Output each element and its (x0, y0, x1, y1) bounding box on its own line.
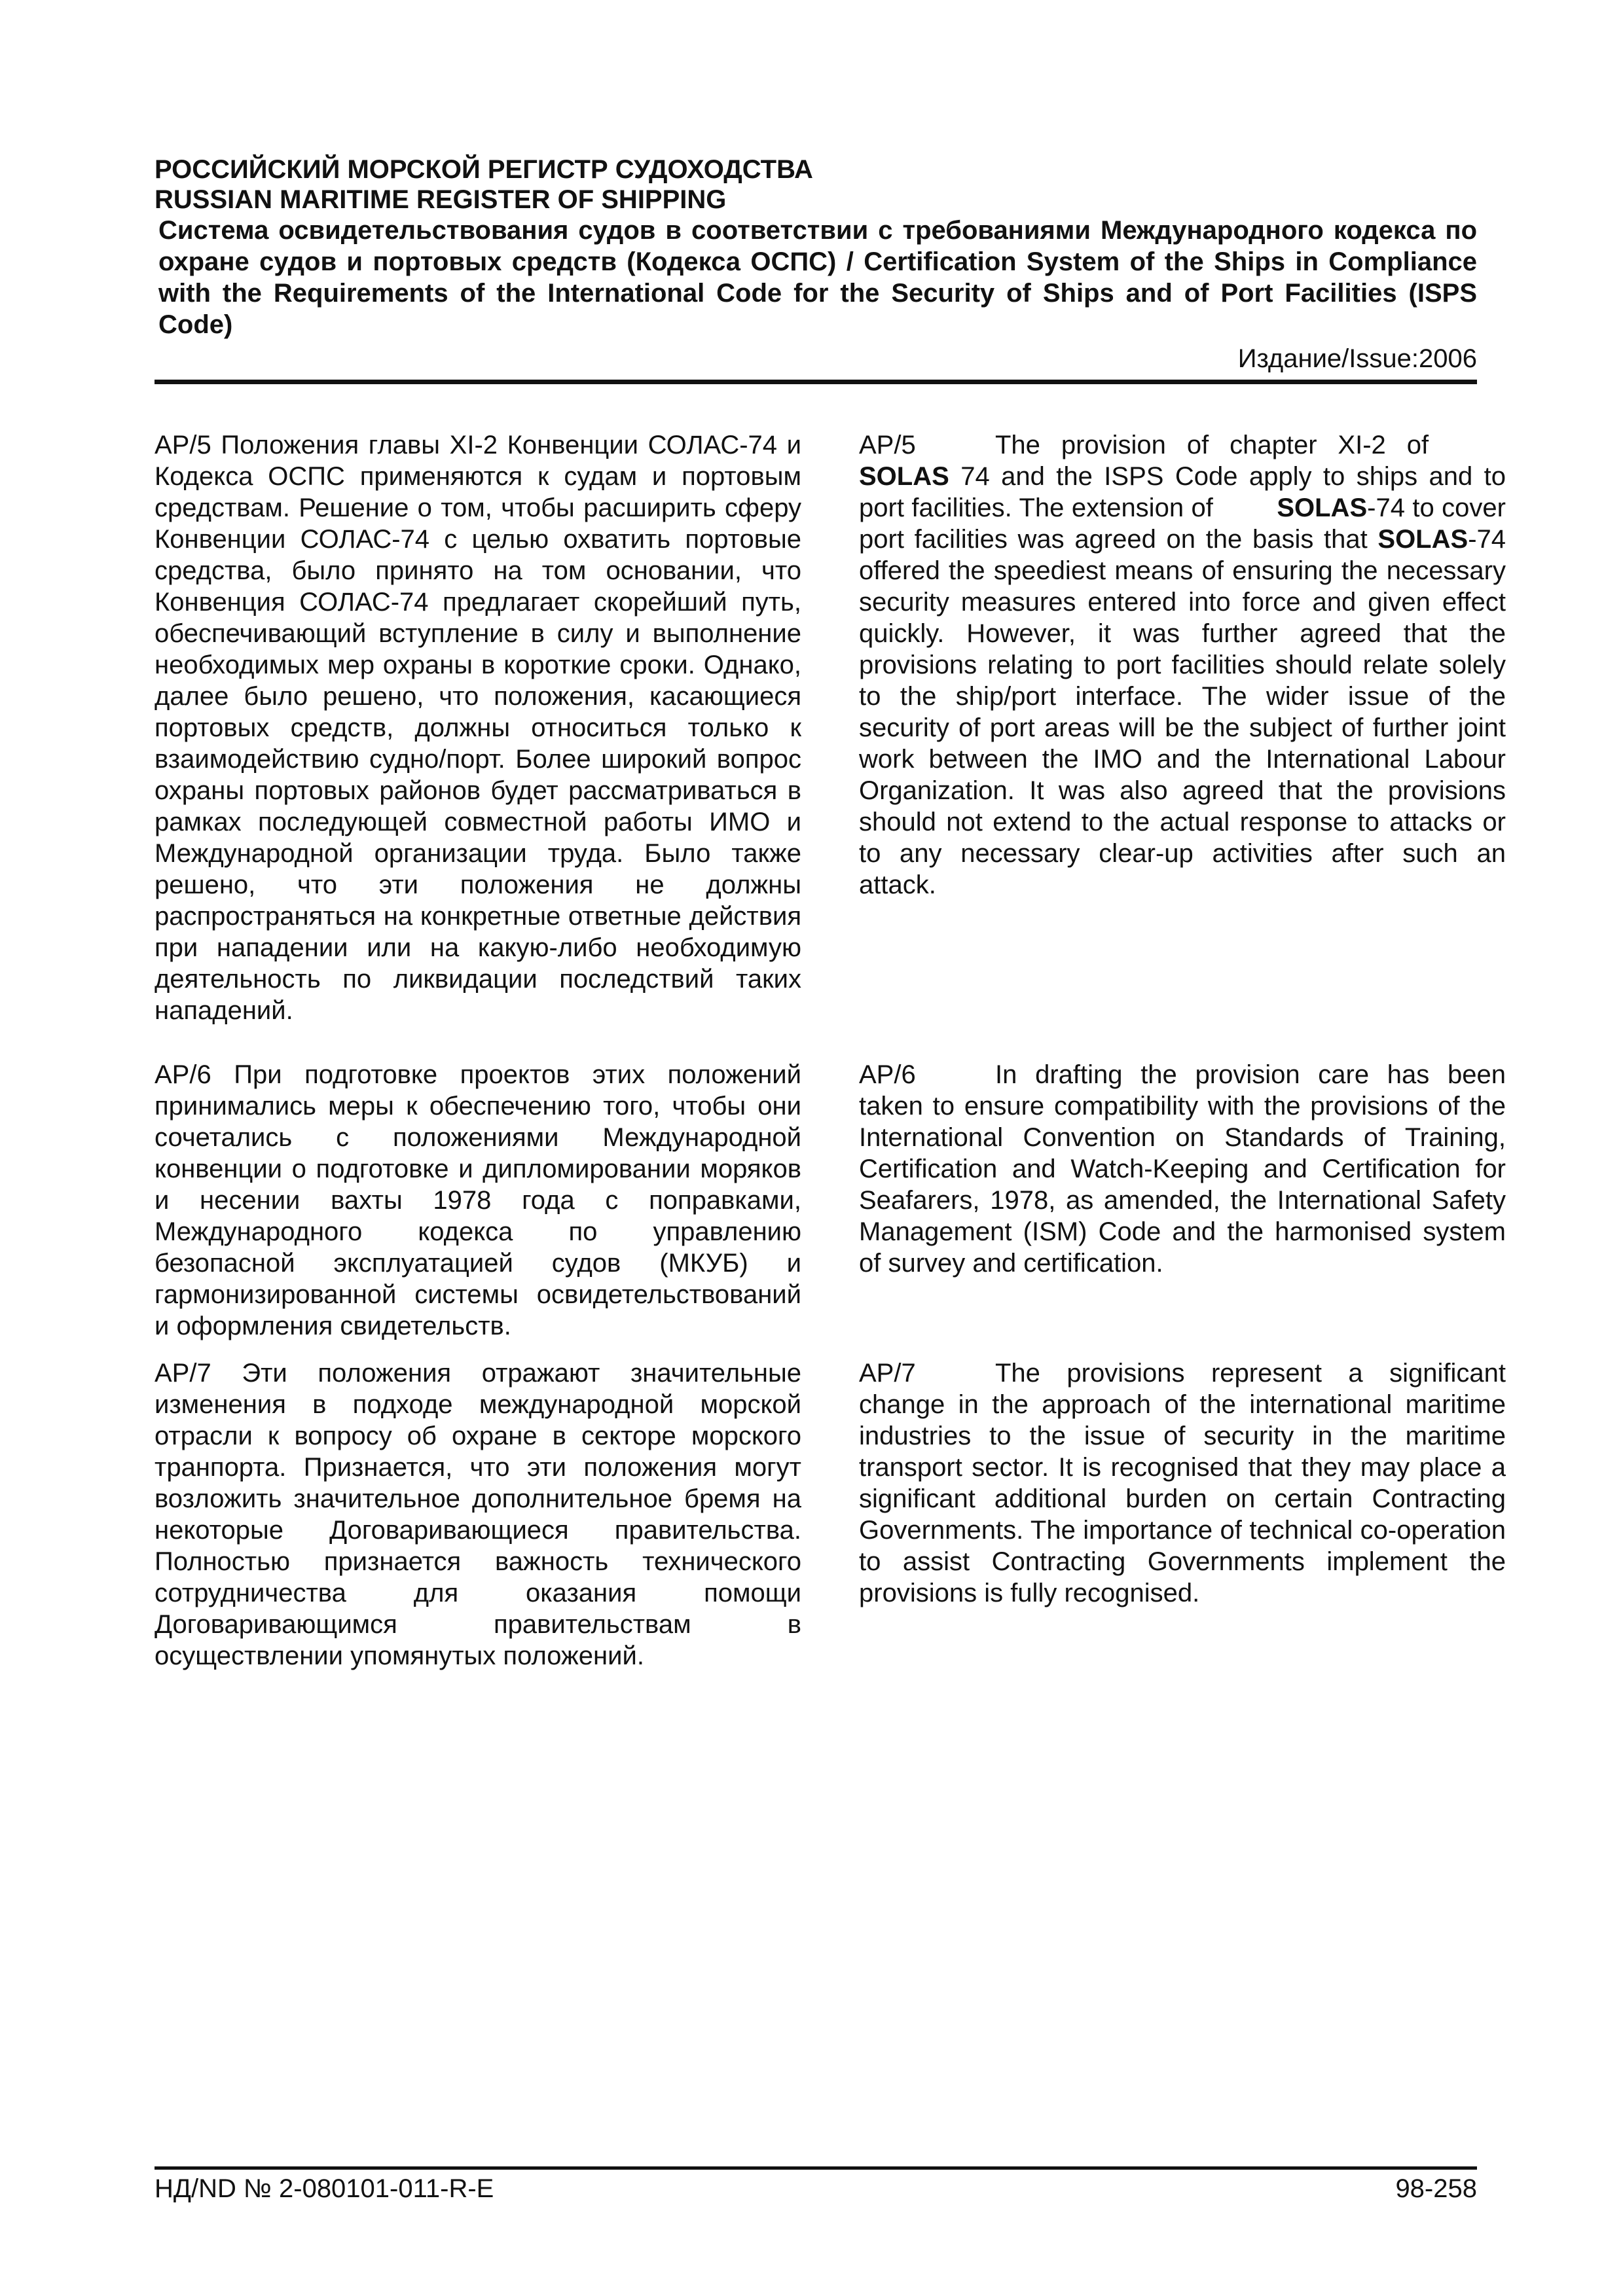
footer-divider (155, 2166, 1477, 2170)
document-number: НД/ND № 2-080101-011-R-E (155, 2174, 494, 2203)
paragraph-en-ap7 (859, 1357, 1506, 1609)
paragraph-tag: AP/6 (155, 1060, 211, 1089)
solas-term: SOLAS (859, 462, 949, 491)
paragraph-text: -74 offered the speediest means of ensuring the necessary security measures entered into force and given effect quickly. However, it was further agreed that the provisions relating to port facilities should relate solely to the ship/port interface. The wider issue of the security of port areas will be the subject of further joint work between the IMO and the International Labour Organization. It was also agreed that the provisions should not extend to the actual response to attacks or to any necessary clear-up activities after such an attack. (859, 525, 1506, 899)
paragraph-en-ap5 (859, 429, 1506, 901)
paragraph-ru-ap5 (155, 429, 801, 1026)
paragraph-text: Положения главы XI-2 Конвенции СОЛАС-74 и Кодекса ОСПС применяются к судам и портовым средствам. Решение о том, чтобы расширить сферу Конвенции СОЛАС-74 с целью охватить портовые средства, было принято на том основании, что Конвенция СОЛАС-74 предлагает скорейший путь, обеспечивающий вступление в силу и выполнение необходимых мер охраны в короткие сроки. Однако, далее было решено, что положения, касающиеся портовых средств, должны относиться только к взаимодействию судно/порт. Более широкий вопрос охраны портовых районов будет рассматриваться в рамках последующей совместной работы ИМО и Международной организации труда. Было также решено, что эти положения не должны распространяться на конкретные ответные действия при нападении или на какую-либо необходимую деятельность по ликвидации последствий таких нападений. (155, 431, 801, 1025)
org-name-ru: РОССИЙСКИЙ МОРСКОЙ РЕГИСТР СУДОХОДСТВА (155, 155, 813, 184)
paragraph-tag: AP/5 (859, 431, 916, 459)
document-title: Система освидетельствования судов в соответствии с требованиями Международного кодекса по охране судов и портовых средств (Кодекса ОСПС) / Certification System of the Ships in Compliance with the Requirements of the International Code for the Security of Ships and of Port Facilities (ISPS Code) (158, 216, 1477, 339)
issue-label: Издание/Issue:2006 (1237, 344, 1477, 373)
paragraph-ru-ap7 (155, 1357, 801, 1672)
page-footer (155, 2173, 1477, 2204)
solas-term: SOLAS (1277, 493, 1368, 522)
paragraph-ru-ap6 (155, 1059, 801, 1342)
org-name-en: RUSSIAN MARITIME REGISTER OF SHIPPING (155, 185, 727, 214)
paragraph-text: -74 to cover port facilities was agreed on the basis that (859, 493, 1506, 554)
page-number: 98-258 (1395, 2174, 1477, 2203)
page-header (155, 154, 1477, 374)
paragraph-tag: AP/5 (155, 431, 211, 459)
paragraph-text: Эти положения отражают значительные изменения в подходе международной морской отрасли к вопросу об охране в секторе морского транпорта. Признается, что эти положения могут возложить значительное дополнительное бремя на некоторые Договаривающиеся правительства. Полностью признается важность технического сотрудничества для оказания помощи Договаривающимся правительствам в осуществлении упомянутых положений. (155, 1359, 801, 1670)
paragraph-text: In drafting the provision care has been taken to ensure compatibility with the provisions of the International Convention on Standards of Training, Certification and Watch-Keeping and Certification for Seafarers, 1978, as amended, the International Safety Management (ISM) Code and the harmonised system of survey and certification. (859, 1060, 1506, 1278)
paragraph-text: The provisions represent a significant change in the approach of the international maritime industries to the issue of security in the maritime transport sector. It is recognised that they may place a significant additional burden on certain Contracting Governments. The importance of technical co-operation to assist Contracting Governments implement the provisions is fully recognised. (859, 1359, 1506, 1607)
paragraph-tag: AP/6 (859, 1060, 916, 1089)
header-divider (155, 380, 1477, 384)
paragraph-text: 74 and the ISPS Code apply to ships and to port facilities. The extension of (859, 462, 1506, 522)
paragraph-text: The provision of chapter XI-2 of (995, 431, 1429, 459)
paragraph-tag: AP/7 (155, 1359, 211, 1388)
paragraph-en-ap6 (859, 1059, 1506, 1279)
paragraph-tag: AP/7 (859, 1359, 916, 1388)
solas-term: SOLAS (1377, 525, 1468, 554)
paragraph-text: При подготовке проектов этих положений принимались меры к обеспечению того, чтобы они сочетались с положениями Международной конвенции о подготовке и дипломировании моряков и несении вахты 1978 года с поправками, Международного кодекса по управлению безопасной эксплуатацией судов (МКУБ) и гармонизированной системы освидетельствований и оформления свидетельств. (155, 1060, 801, 1340)
